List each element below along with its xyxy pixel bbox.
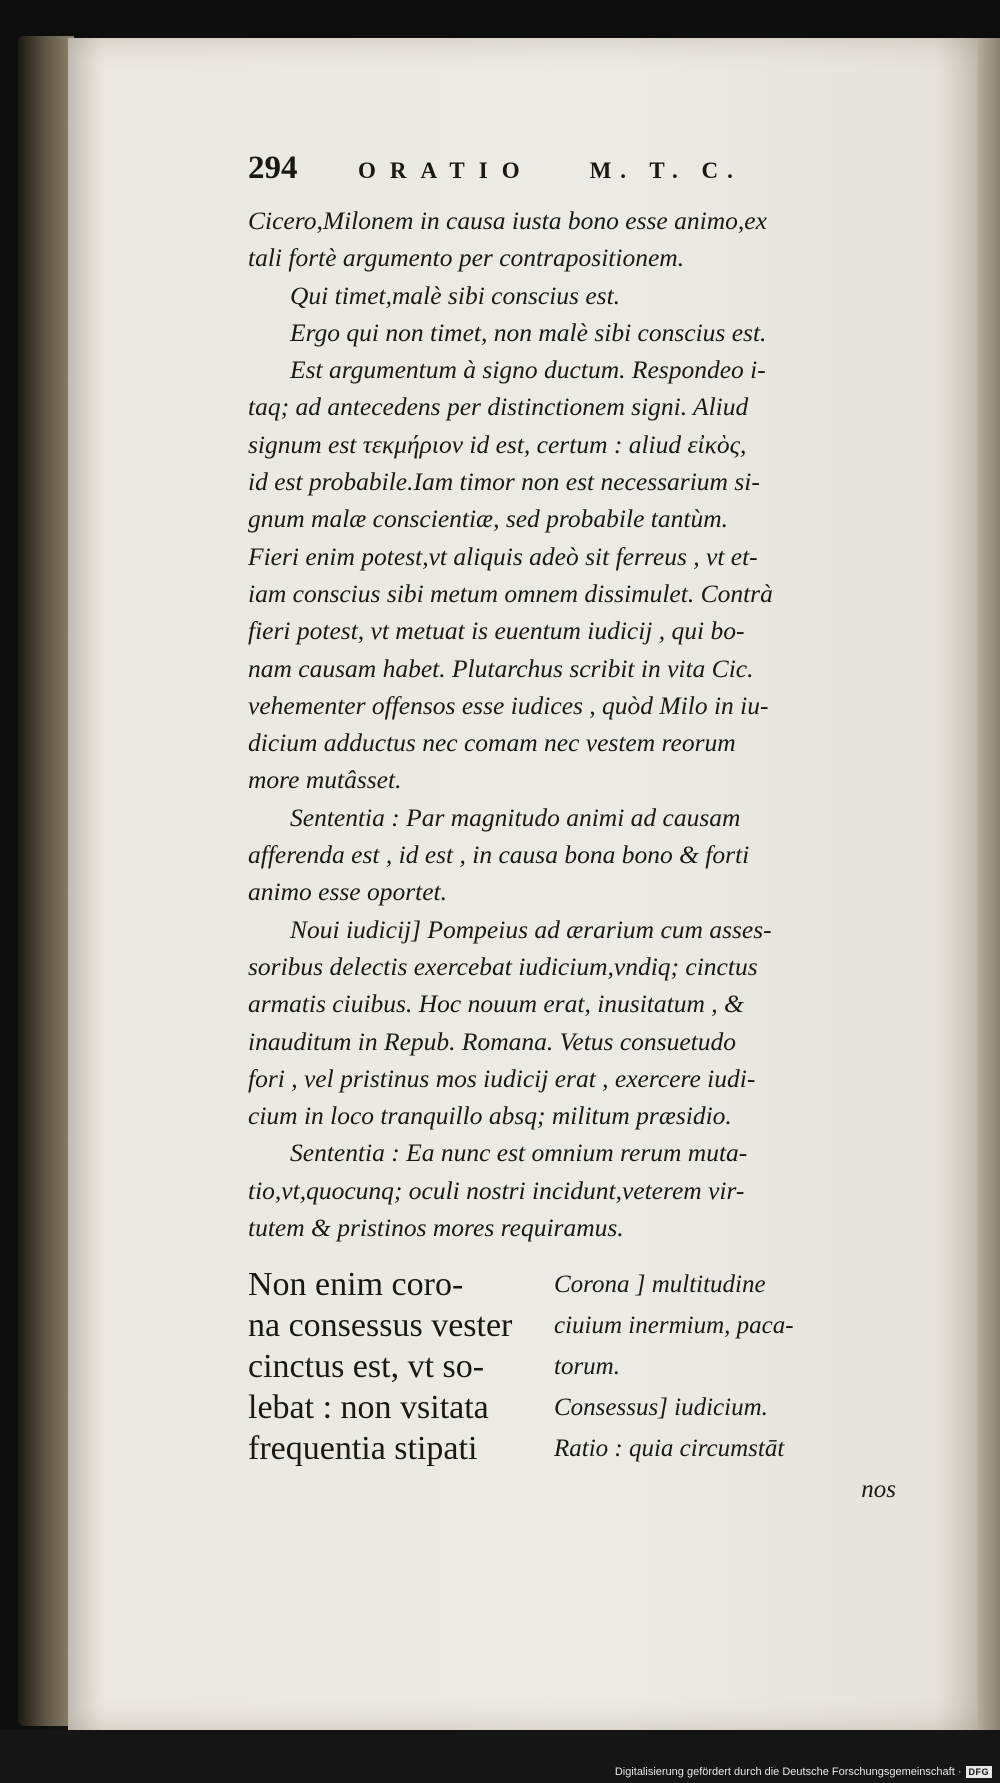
running-head: ORATIO [358,158,534,183]
marginal-gloss [554,1264,896,1510]
running-head-author: M. T. C. [589,158,742,183]
main-text-line: lebat : non vsitata [248,1389,489,1427]
commentary-line: Sententia : Par magnitudo animi ad causam [290,802,741,832]
commentary-line: fieri potest, vt metuat is euentum iudicij , qui bo- [248,616,745,646]
commentary-line: id est probabile.Iam timor non est necessarium si- [248,467,760,497]
digitization-footer [615,1766,992,1778]
commentary-line: nam causam habet. Plutarchus scribit in vita Cic. [248,653,754,683]
commentary-line: fori , vel pristinus mos iudicij erat , exercere iudi- [248,1063,756,1093]
dfg-logo: DFG [966,1766,993,1778]
commentary-line: tutem & pristinos mores requiramus. [248,1213,624,1243]
main-text-line: frequentia stipati [248,1430,478,1468]
commentary-line: iam conscius sibi metum omnem dissimulet. Contrà [248,578,773,608]
commentary-line: gnum malæ conscientiæ, sed probabile tantùm. [248,504,728,534]
commentary-line: inauditum in Repub. Romana. Vetus consuetudo [248,1026,736,1056]
commentary-line: dicium adductus nec comam nec vestem reorum [248,728,736,758]
page-number: 294 [248,150,298,186]
commentary-line: signum est τεκμήριον id est, certum : aliud εἰκὸς, [248,429,747,459]
oration-text-row [248,1264,948,1510]
commentary-line: Qui timet,malè sibi conscius est. [290,280,621,310]
commentary-line: Ergo qui non timet, non malè sibi conscius est. [290,317,767,347]
book-right-edge [978,38,1000,1730]
gloss-line: torum. [554,1353,620,1381]
commentary-line: Est argumentum à signo ductum. Respondeo i- [290,355,766,385]
commentary-line: tali fortè argumento per contrapositionem. [248,243,685,273]
main-text-line: Non enim coro- [248,1266,464,1304]
gloss-line: Corona ] multitudine [554,1271,766,1299]
commentary-line: Cicero,Milonem in causa iusta bono esse animo,ex [248,206,767,235]
main-text-line: na consessus vester [248,1307,513,1345]
commentary-line: tio,vt,quocunq; oculi nostri incidunt,veterem vir- [248,1175,745,1205]
commentary-line: Sententia : Ea nunc est omnium rerum muta- [290,1138,748,1168]
gloss-line: nos [861,1476,896,1504]
commentary-line: soribus delectis exercebat iudicium,vndiq; cinctus [248,951,758,981]
page-header [248,150,948,202]
commentary-block [248,202,948,1246]
page-text-block [248,150,948,1510]
commentary-line: Fieri enim potest,vt aliquis adeò sit ferreus , vt et- [248,541,758,571]
scan-frame-top [0,0,1000,38]
commentary-line: taq; ad antecedens per distinctionem signi. Aliud [248,392,749,422]
gloss-line: Ratio : quia circumstāt [554,1435,785,1463]
commentary-line: more mutâsset. [248,765,402,795]
commentary-line: animo esse oportet. [248,877,448,907]
main-text-line: cinctus est, vt so- [248,1348,485,1386]
gloss-line: Consessus] iudicium. [554,1394,768,1422]
commentary-line: afferenda est , id est , in causa bona bono & forti [248,840,750,870]
gloss-line: ciuium inermium, paca- [554,1312,794,1340]
oration-main-text [248,1264,550,1510]
book-page-edge [18,36,74,1726]
commentary-line: Noui iudicij] Pompeius ad ærarium cum asses- [290,914,772,944]
commentary-line: armatis ciuibus. Hoc nouum erat, inusitatum , & [248,989,744,1019]
footer-credit: Digitalisierung gefördert durch die Deutsche Forschungsgemeinschaft · [614,1766,962,1778]
commentary-line: cium in loco tranquillo absq; militum præsidio. [248,1101,732,1131]
commentary-line: vehementer offensos esse iudices , quòd Milo in iu- [248,690,769,720]
